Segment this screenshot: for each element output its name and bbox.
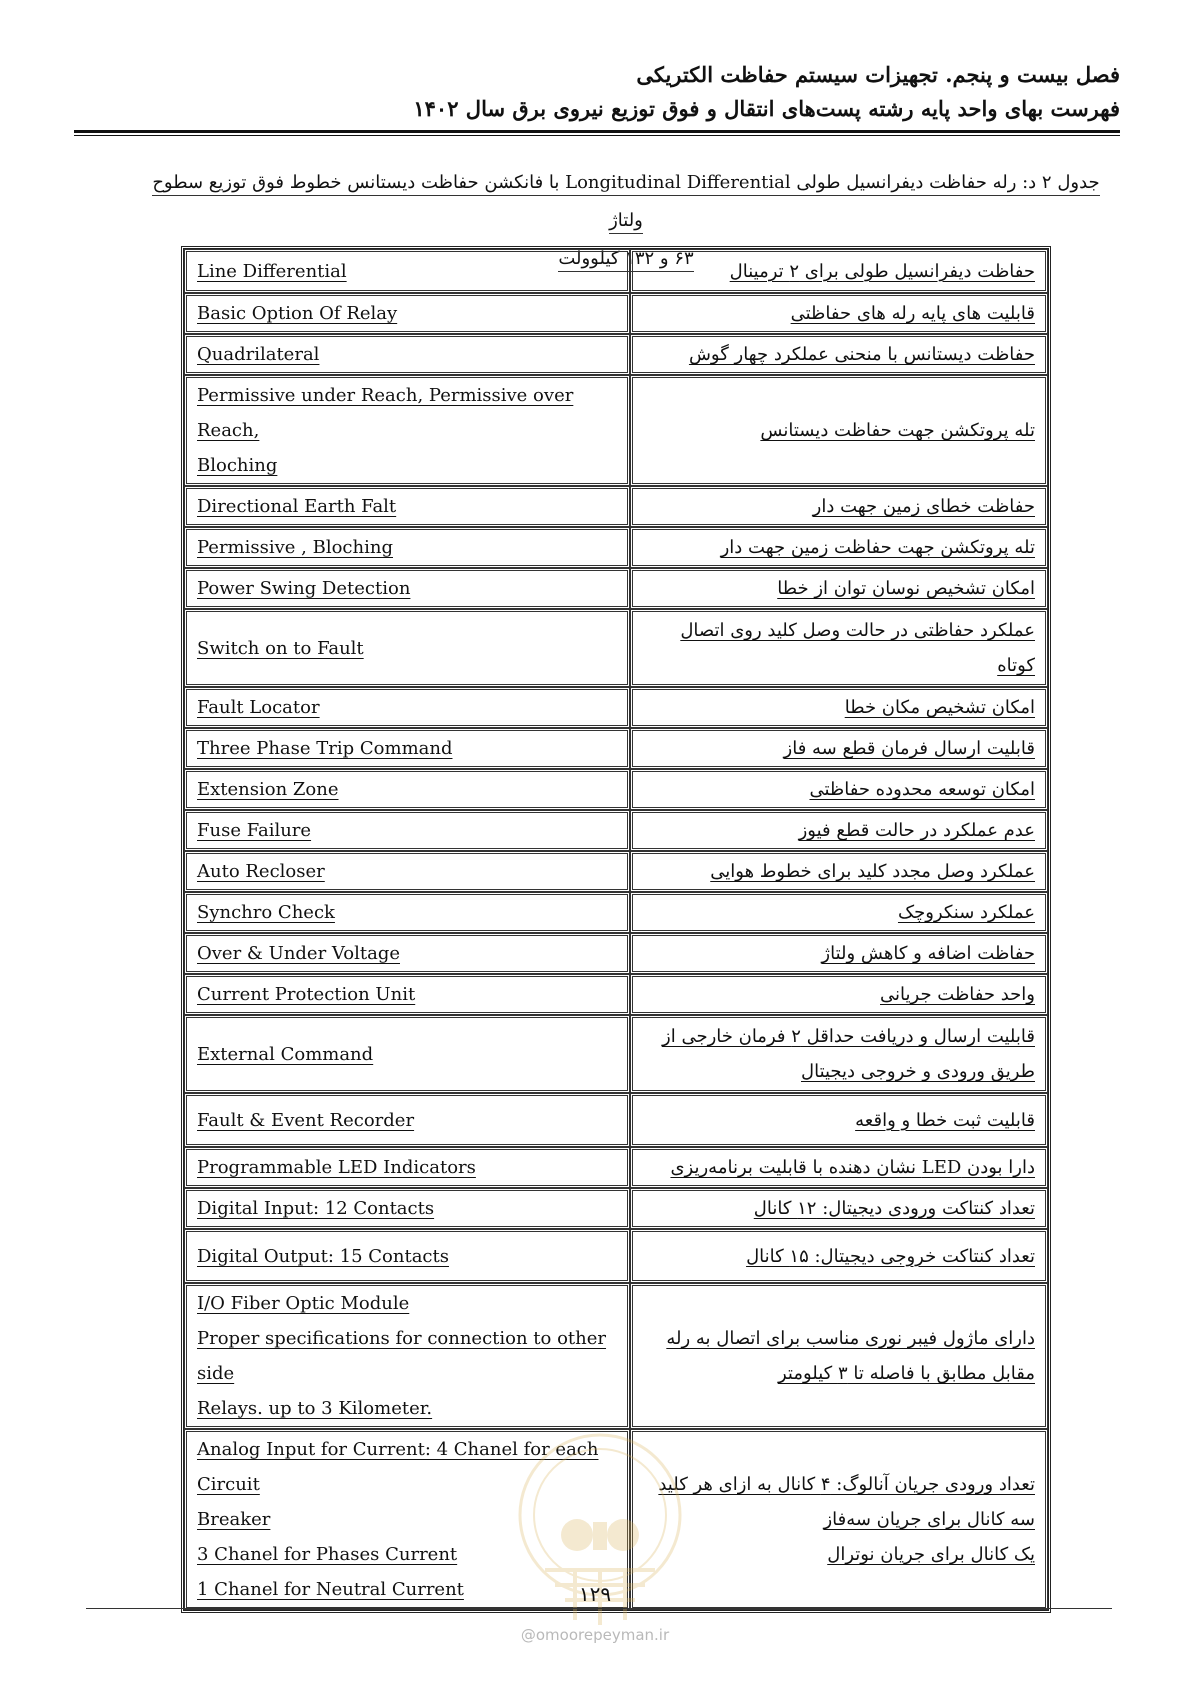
feature-persian-text	[643, 772, 1035, 807]
table-row	[184, 293, 1048, 334]
table-row	[184, 687, 1048, 728]
feature-persian-text-underline: تله پروتکشن جهت حفاظت دیستانس	[760, 420, 1035, 441]
feature-english-text: Digital Input: 12 Contacts	[197, 1198, 435, 1219]
feature-english-cell	[184, 974, 630, 1015]
feature-english-text: Analog Input for Current: 4 Chanel for each Circuit	[197, 1439, 599, 1495]
feature-english-cell	[184, 1093, 630, 1147]
feature-persian-text-underline: قابلیت های پایه رله های حفاظتی	[790, 303, 1035, 324]
feature-persian-cell	[630, 375, 1048, 486]
table-row	[184, 1147, 1048, 1188]
feature-english-text: I/O Fiber Optic Module	[197, 1293, 410, 1314]
feature-english-text: External Command	[197, 1043, 374, 1065]
feature-persian-text-underline: حفاظت اضافه و کاهش ولتاژ	[821, 943, 1035, 964]
feature-persian-cell	[630, 769, 1048, 810]
feature-persian-text-underline: عملکرد وصل مجدد کلید برای خطوط هوایی	[710, 861, 1035, 882]
feature-english-text: Auto Recloser	[197, 861, 325, 882]
feature-english-cell	[184, 486, 630, 527]
feature-persian-cell	[630, 293, 1048, 334]
table-row	[184, 810, 1048, 851]
feature-persian-text-underline: حفاظت دیفرانسیل طولی برای ۲ ترمینال	[729, 260, 1035, 282]
feature-english-text: Digital Output: 15 Contacts	[197, 1245, 449, 1267]
feature-persian-cell	[630, 974, 1048, 1015]
feature-english-text: Programmable LED Indicators	[197, 1157, 476, 1178]
feature-persian-cell	[630, 609, 1048, 687]
feature-english-cell	[184, 1283, 630, 1429]
relay-spec-table	[181, 246, 1051, 1613]
feature-persian-cell	[630, 1093, 1048, 1147]
feature-english-text: Fault & Event Recorder	[197, 1109, 415, 1131]
document-title: فهرست بهای واحد پایه رشته پست‌های انتقال و فوق توزیع نیروی برق سال ۱۴۰۲	[413, 96, 1120, 121]
feature-persian-text	[643, 1019, 1035, 1054]
feature-persian-text-underline: عملکرد حفاظتی در حالت وصل کلید روی اتصال	[680, 620, 1035, 641]
feature-persian-text-underline: تله پروتکشن جهت حفاظت زمین جهت دار	[720, 537, 1035, 558]
table-row	[184, 1229, 1048, 1283]
feature-persian-text	[643, 1537, 1035, 1572]
feature-persian-text	[643, 337, 1035, 372]
feature-persian-cell	[630, 486, 1048, 527]
table-row	[184, 769, 1048, 810]
table-row	[184, 851, 1048, 892]
feature-english-text: Switch on to Fault	[197, 637, 364, 659]
feature-english-text: Quadrilateral	[197, 344, 320, 365]
feature-persian-text	[643, 813, 1035, 848]
feature-english-text: Directional Earth Falt	[197, 496, 397, 517]
feature-persian-cell	[630, 1188, 1048, 1229]
table-row	[184, 334, 1048, 375]
feature-persian-text	[643, 936, 1035, 971]
feature-persian-text	[643, 1467, 1035, 1502]
feature-english-text: Line Differential	[197, 260, 347, 282]
feature-english-cell	[184, 609, 630, 687]
feature-persian-cell	[630, 527, 1048, 568]
feature-persian-text	[643, 854, 1035, 889]
feature-persian-text	[643, 1239, 1035, 1274]
feature-persian-text-underline: قابلیت ارسال و دریافت حداقل ۲ فرمان خارجی از	[662, 1026, 1035, 1047]
feature-persian-cell	[630, 851, 1048, 892]
feature-english-text: Over & Under Voltage	[197, 943, 400, 964]
table-row	[184, 609, 1048, 687]
feature-english-cell	[184, 933, 630, 974]
feature-persian-text-underline: واحد حفاظت جریانی	[880, 984, 1035, 1005]
feature-persian-cell	[630, 568, 1048, 609]
feature-english-cell	[184, 1188, 630, 1229]
feature-english-cell	[184, 1229, 630, 1283]
feature-english-text: Current Protection Unit	[197, 984, 416, 1005]
feature-persian-cell	[630, 1429, 1048, 1610]
feature-english-text: 1 Chanel for Neutral Current	[197, 1579, 464, 1600]
table-caption-line1: جدول ۲ د: رله حفاظت دیفرانسیل طولی Longitudinal Differential با فانکشن حفاظت دیستانس خطوط فوق توزیع سطوح ولتاژ	[152, 172, 1099, 234]
feature-persian-text	[643, 530, 1035, 565]
feature-persian-text-underline: قابلیت ثبت خطا و واقعه	[855, 1109, 1035, 1131]
feature-persian-text-underline: قابلیت ارسال فرمان قطع سه فاز	[783, 738, 1035, 759]
table-row	[184, 375, 1048, 486]
table-row	[184, 728, 1048, 769]
feature-english-text: Bloching	[197, 455, 278, 476]
feature-persian-text-underline: کوتاه	[997, 655, 1035, 676]
feature-persian-cell	[630, 933, 1048, 974]
feature-persian-text-underline: دارای ماژول فیبر نوری مناسب برای اتصال به رله	[666, 1328, 1035, 1349]
feature-persian-text	[643, 1321, 1035, 1356]
table-row	[184, 1283, 1048, 1429]
feature-persian-text	[643, 254, 1035, 289]
feature-persian-text-underline: عملکرد سنکروچک	[897, 902, 1035, 923]
feature-persian-text	[643, 731, 1035, 766]
feature-english-text: Synchro Check	[197, 902, 335, 923]
feature-english-text: Breaker	[197, 1509, 271, 1530]
feature-persian-text	[643, 690, 1035, 725]
feature-persian-text	[643, 1150, 1035, 1185]
table-row	[184, 1093, 1048, 1147]
feature-persian-text-underline: عدم عملکرد در حالت قطع فیوز	[798, 820, 1035, 841]
table-row	[184, 1188, 1048, 1229]
feature-persian-text-underline: طریق ورودی و خروجی دیجیتال	[801, 1061, 1035, 1082]
feature-persian-text-underline: سه کانال برای جریان سه‌فاز	[823, 1509, 1035, 1530]
feature-english-text: Three Phase Trip Command	[197, 738, 453, 759]
feature-english-cell	[184, 334, 630, 375]
header-divider	[74, 130, 1120, 133]
feature-persian-cell	[630, 728, 1048, 769]
feature-persian-text	[643, 1356, 1035, 1391]
feature-english-cell	[184, 851, 630, 892]
feature-english-cell	[184, 687, 630, 728]
feature-persian-text-underline: تعداد کنتاکت خروجی دیجیتال: ۱۵ کانال	[746, 1245, 1035, 1267]
feature-persian-cell	[630, 1229, 1048, 1283]
feature-english-text: Proper specifications for connection to other side	[197, 1328, 607, 1384]
table-row	[184, 486, 1048, 527]
feature-persian-text	[643, 571, 1035, 606]
feature-english-text: Fuse Failure	[197, 820, 312, 841]
feature-persian-text-underline: یک کانال برای جریان نوترال	[827, 1544, 1035, 1565]
feature-english-text: 3 Chanel for Phases Current	[197, 1544, 458, 1565]
feature-english-cell	[184, 568, 630, 609]
feature-persian-text-underline: دارا بودن LED نشان دهنده با قابلیت برنامه‌ریزی	[670, 1157, 1035, 1178]
feature-persian-text	[643, 489, 1035, 524]
feature-english-cell	[184, 728, 630, 769]
feature-persian-cell	[630, 249, 1048, 293]
chapter-title: فصل بیست و پنجم. تجهیزات سیستم حفاظت الکتریکی	[636, 62, 1120, 87]
feature-persian-text	[643, 1191, 1035, 1226]
feature-persian-cell	[630, 810, 1048, 851]
feature-english-cell	[184, 527, 630, 568]
feature-persian-text	[643, 648, 1035, 683]
table-row	[184, 974, 1048, 1015]
website-watermark: @omoorepeyman.ir	[520, 1626, 670, 1644]
feature-persian-text	[643, 1103, 1035, 1138]
table-row	[184, 1015, 1048, 1093]
feature-persian-text-underline: تعداد کنتاکت ورودی دیجیتال: ۱۲ کانال	[753, 1198, 1035, 1219]
feature-persian-text	[643, 977, 1035, 1012]
feature-english-cell	[184, 1147, 630, 1188]
relay-spec-table-body	[184, 249, 1048, 1610]
feature-english-cell	[184, 810, 630, 851]
feature-english-cell	[184, 375, 630, 486]
feature-persian-text	[643, 1502, 1035, 1537]
table-row	[184, 527, 1048, 568]
feature-persian-text-underline: امکان تشخیص نوسان توان از خطا	[777, 578, 1035, 599]
feature-persian-text-underline: مقابل مطابق با فاصله تا ۳ کیلومتر	[777, 1363, 1035, 1384]
feature-english-text: Extension Zone	[197, 779, 339, 800]
feature-english-text: Fault Locator	[197, 697, 320, 718]
feature-english-text: Basic Option Of Relay	[197, 303, 398, 324]
feature-english-cell	[184, 249, 630, 293]
feature-persian-text	[643, 1054, 1035, 1089]
feature-english-cell	[184, 293, 630, 334]
page-number: ۱۲۹	[578, 1582, 612, 1606]
feature-english-text: Permissive , Bloching	[197, 537, 393, 558]
feature-persian-text-underline: حفاظت خطای زمین جهت دار	[812, 496, 1035, 517]
feature-persian-text-underline: حفاظت دیستانس با منحنی عملکرد چهار گوش	[688, 344, 1035, 365]
feature-persian-text	[643, 895, 1035, 930]
feature-persian-cell	[630, 687, 1048, 728]
feature-persian-cell	[630, 892, 1048, 933]
footer-divider	[86, 1608, 1112, 1609]
feature-english-cell	[184, 769, 630, 810]
table-row	[184, 568, 1048, 609]
feature-persian-text-underline: امکان توسعه محدوده حفاظتی	[809, 779, 1035, 800]
table-caption-line2: ۶۳ و ۱۳۲ کیلوولت	[558, 248, 693, 272]
feature-english-cell	[184, 892, 630, 933]
feature-persian-cell	[630, 1283, 1048, 1429]
header-divider-thin	[74, 135, 1120, 136]
feature-english-cell	[184, 1015, 630, 1093]
feature-persian-text-underline: امکان تشخیص مکان خطا	[844, 697, 1035, 718]
feature-english-text: Power Swing Detection	[197, 578, 411, 599]
feature-persian-cell	[630, 1015, 1048, 1093]
feature-english-text: Relays. up to 3 Kilometer.	[197, 1398, 433, 1419]
feature-english-text: Permissive under Reach, Permissive over Reach,	[197, 385, 574, 441]
feature-persian-cell	[630, 334, 1048, 375]
table-row	[184, 933, 1048, 974]
feature-persian-text	[643, 413, 1035, 448]
feature-persian-text	[643, 296, 1035, 331]
table-row	[184, 249, 1048, 293]
feature-persian-text-underline: تعداد ورودی جریان آنالوگ: ۴ کانال به ازای هر کلید	[658, 1474, 1035, 1495]
table-row	[184, 892, 1048, 933]
feature-persian-cell	[630, 1147, 1048, 1188]
page-header	[74, 58, 1120, 126]
feature-persian-text	[643, 613, 1035, 648]
